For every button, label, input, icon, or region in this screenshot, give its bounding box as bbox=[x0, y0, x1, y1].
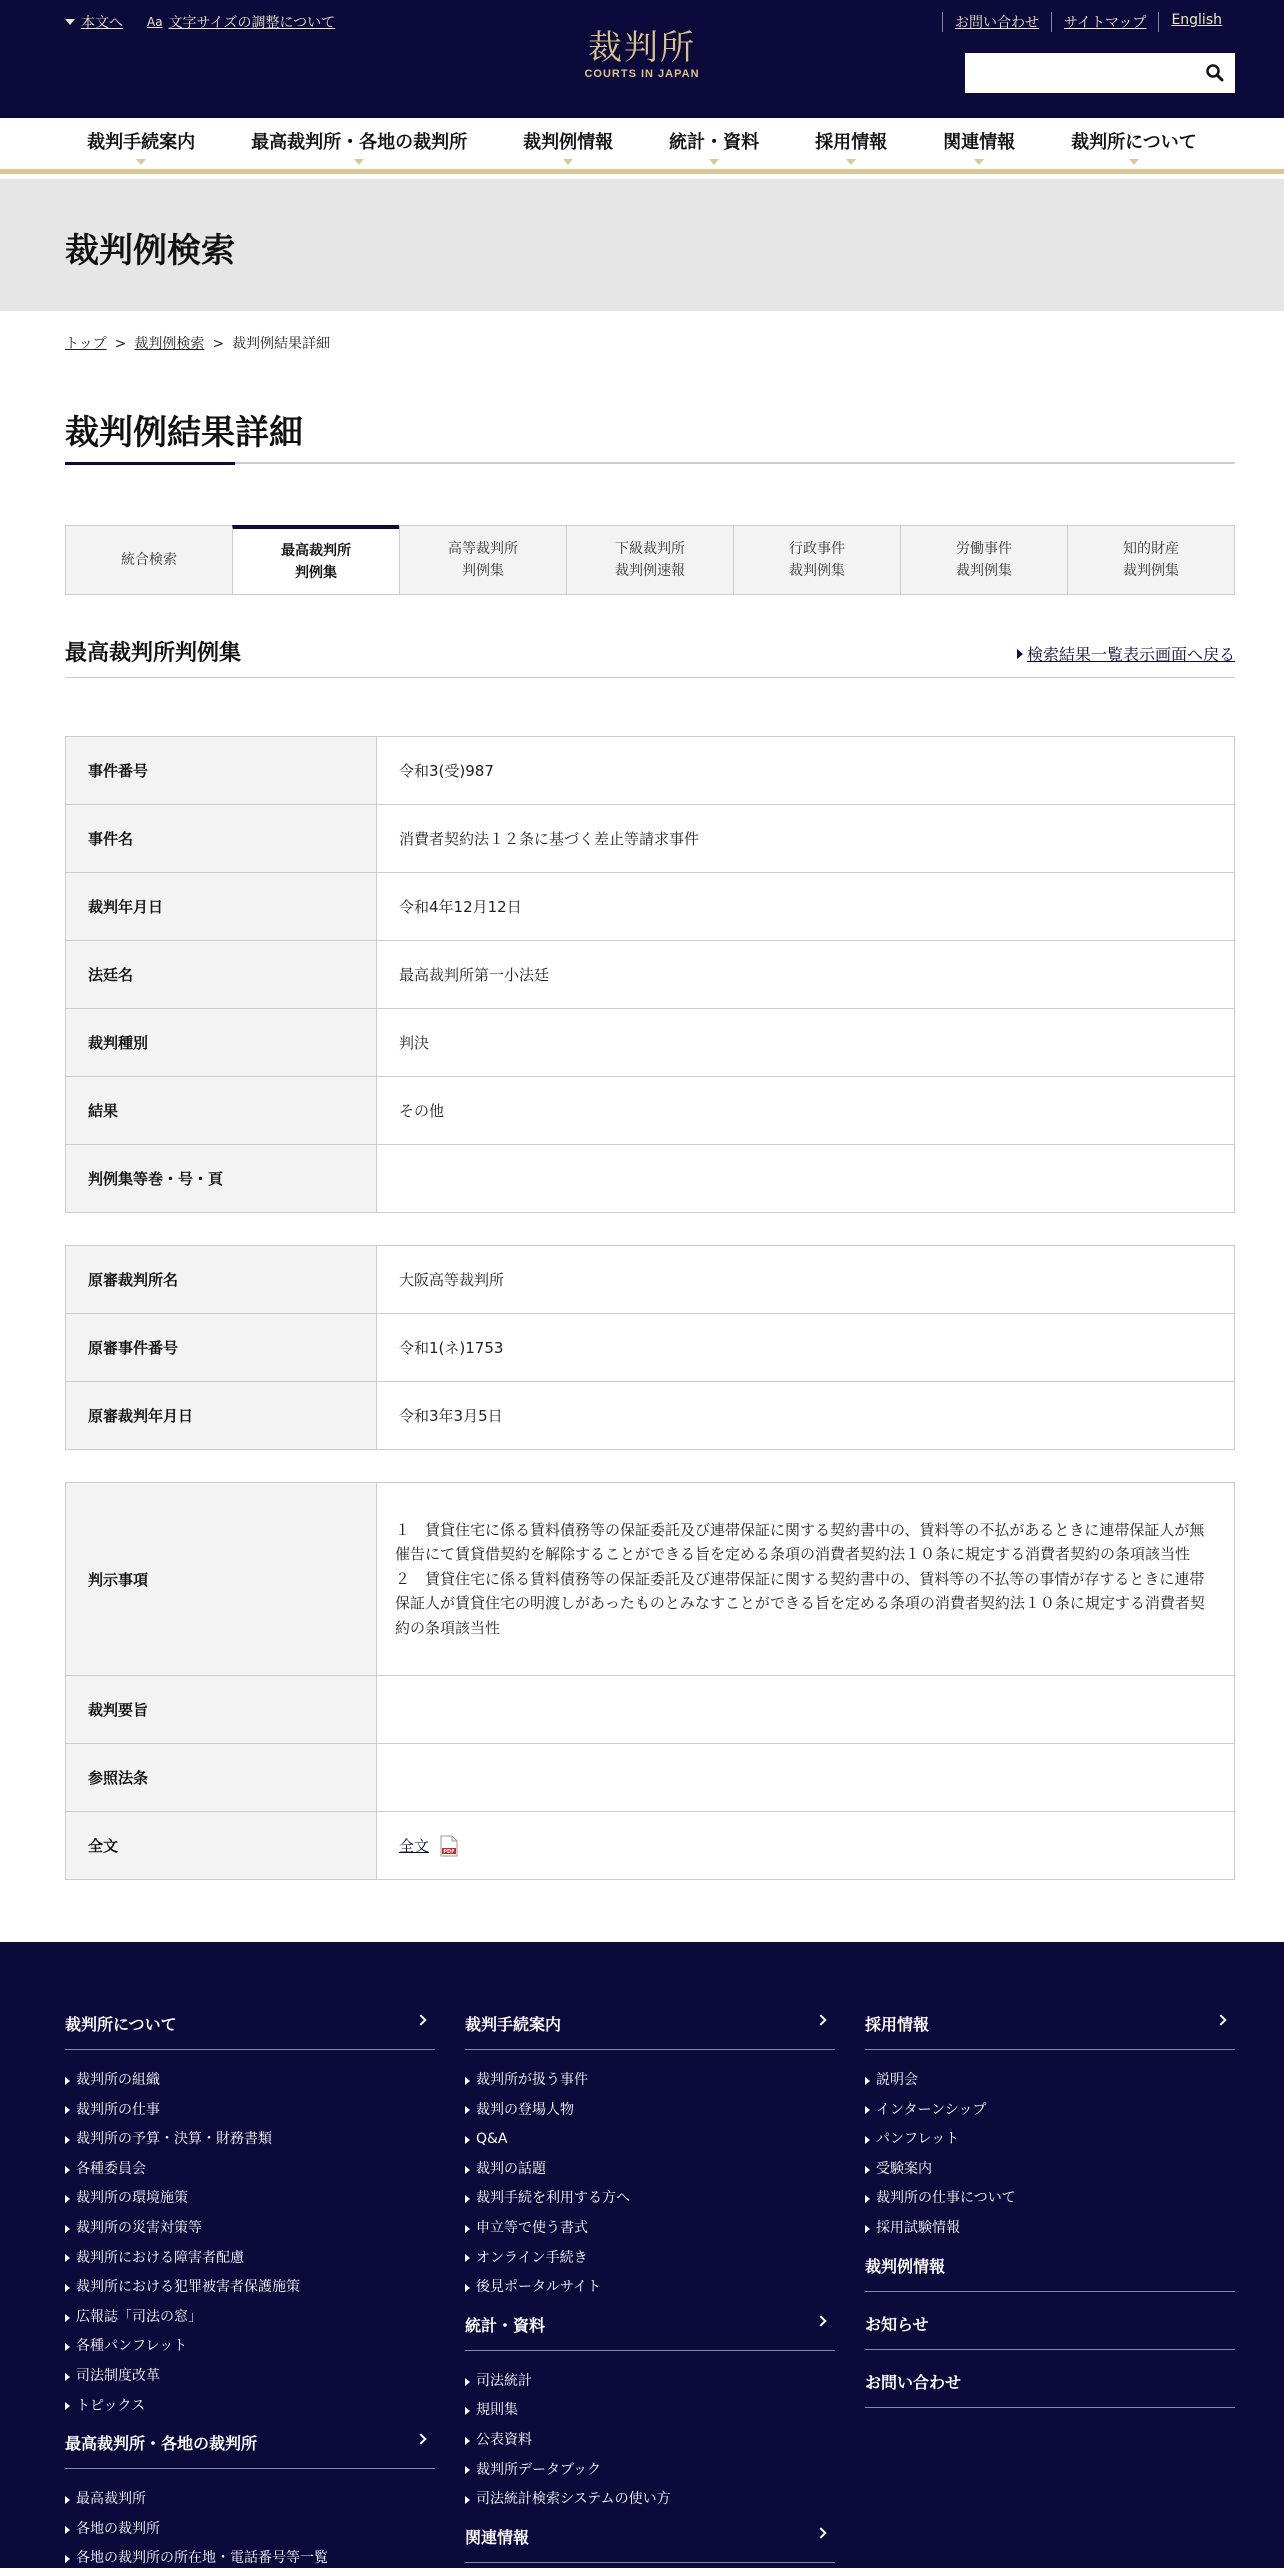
footer-heading-label: 統計・資料 bbox=[465, 2315, 546, 2335]
footer-link-label: 裁判所の組織 bbox=[76, 2072, 160, 2088]
footer-link[interactable] bbox=[865, 2214, 1235, 2244]
tab-label: 知的財産 bbox=[1123, 541, 1179, 557]
judgment-details-table bbox=[65, 1482, 1235, 1880]
row-value: 令和3年3月5日 bbox=[377, 1382, 1235, 1450]
footer-link[interactable] bbox=[865, 2096, 1235, 2126]
footer-link[interactable] bbox=[465, 2485, 835, 2515]
footer-link[interactable] bbox=[465, 2066, 835, 2096]
footer-link-label: オンライン手続き bbox=[476, 2249, 588, 2266]
footer-link-label: 申立等で使う書式 bbox=[476, 2219, 588, 2236]
table-row bbox=[66, 941, 1235, 1009]
title-divider-accent bbox=[65, 462, 235, 465]
footer-heading[interactable] bbox=[465, 2525, 835, 2563]
footer-link-label: 裁判所データブック bbox=[476, 2461, 602, 2478]
row-value: 大阪高等裁判所 bbox=[377, 1246, 1235, 1314]
tab-label: 判例集 bbox=[462, 563, 504, 579]
footer-link-label: 後見ポータルサイト bbox=[476, 2279, 602, 2296]
triangle-right-icon bbox=[65, 2496, 70, 2504]
triangle-right-icon bbox=[65, 2373, 70, 2381]
row-label: 原審事件番号 bbox=[66, 1314, 377, 1382]
triangle-right-icon bbox=[865, 2106, 870, 2114]
row-value bbox=[377, 1145, 1235, 1213]
row-value: 最高裁判所第一小法廷 bbox=[377, 941, 1235, 1009]
tab-label: 高等裁判所 bbox=[448, 541, 518, 557]
row-value: 令和4年12月12日 bbox=[377, 873, 1235, 941]
footer-heading-label: 採用情報 bbox=[865, 2015, 930, 2034]
footer-link-label: 裁判所における犯罪被害者保護施策 bbox=[76, 2279, 300, 2296]
back-to-results-link[interactable] bbox=[1017, 642, 1235, 665]
holding-item-1: １ 賃貸住宅に係る賃料債務等の保証委託及び連帯保証に関する契約書中の、賃料等の不払があるときに連帯保証人が無催告にて賃貸借契約を解除することができる旨を定める条項の消費者契約法１０条に規定する消費者契約の条項該当性 bbox=[395, 1520, 1205, 1564]
triangle-right-icon bbox=[465, 2437, 470, 2445]
caret-down-icon bbox=[709, 159, 719, 165]
site-footer bbox=[0, 1942, 1284, 2568]
english-link[interactable]: English bbox=[1158, 12, 1234, 32]
footer-link-label: 各種パンフレット bbox=[76, 2338, 188, 2355]
footer-link-label: 裁判所の仕事について bbox=[876, 2190, 1016, 2207]
footer-link-label: 裁判手続を利用する方へ bbox=[476, 2190, 630, 2207]
logo-en: COURTS IN JAPAN bbox=[584, 68, 700, 80]
row-label: 判例集等巻・号・頁 bbox=[66, 1145, 377, 1213]
table-row bbox=[66, 1009, 1235, 1077]
triangle-down-icon bbox=[65, 19, 75, 25]
footer-link[interactable] bbox=[65, 2515, 435, 2545]
footer-link-label: 裁判所における障害者配慮 bbox=[76, 2249, 244, 2266]
nav-label: 採用情報 bbox=[815, 132, 888, 153]
nav-label: 裁判所について bbox=[1071, 132, 1197, 153]
caret-down-icon bbox=[354, 159, 364, 165]
breadcrumb-sep: > bbox=[212, 336, 225, 352]
footer-link-label: 規則集 bbox=[476, 2402, 518, 2419]
nav-procedures[interactable] bbox=[59, 118, 223, 169]
page-banner bbox=[0, 179, 1284, 311]
footer-link[interactable] bbox=[465, 2244, 835, 2274]
footer-link-label: 各種委員会 bbox=[76, 2160, 146, 2177]
breadcrumb-sep: > bbox=[114, 336, 127, 352]
footer-link-label: Q&A bbox=[476, 2131, 508, 2148]
footer-link[interactable] bbox=[865, 2155, 1235, 2185]
footer-link[interactable] bbox=[465, 2456, 835, 2486]
triangle-right-icon bbox=[865, 2166, 870, 2174]
footer-link-label: 広報誌「司法の窓」 bbox=[76, 2308, 202, 2325]
row-label: 事件番号 bbox=[66, 737, 377, 805]
row-label: 全文 bbox=[66, 1812, 377, 1880]
tab-label: 統合検索 bbox=[121, 552, 177, 568]
logo-jp: 裁判所 bbox=[588, 28, 696, 68]
footer-link[interactable] bbox=[65, 2244, 435, 2274]
tab-label: 裁判例集 bbox=[1123, 563, 1179, 579]
pdf-icon[interactable] bbox=[440, 1835, 458, 1857]
row-label: 裁判年月日 bbox=[66, 873, 377, 941]
footer-link[interactable] bbox=[465, 2214, 835, 2244]
footer-link[interactable] bbox=[65, 2544, 435, 2568]
triangle-right-icon bbox=[65, 2526, 70, 2534]
footer-case-info-link[interactable]: 裁判例情報 bbox=[865, 2244, 1235, 2292]
footer-link-label: 裁判の登場人物 bbox=[476, 2101, 574, 2118]
triangle-right-icon bbox=[65, 2106, 70, 2114]
caret-down-icon bbox=[563, 159, 573, 165]
breadcrumb-search[interactable]: 裁判例検索 bbox=[134, 336, 205, 352]
search-box bbox=[965, 53, 1235, 93]
tab-label: 下級裁判所 bbox=[615, 541, 685, 557]
back-link-label: 検索結果一覧表示画面へ戻る bbox=[1026, 645, 1235, 664]
row-value bbox=[377, 1483, 1235, 1676]
row-label: 原審裁判所名 bbox=[66, 1246, 377, 1314]
tab-integrated[interactable] bbox=[66, 526, 232, 594]
row-label: 参照法条 bbox=[66, 1744, 377, 1812]
tab-label: 最高裁判所 bbox=[281, 542, 351, 559]
footer-link-label: 各地の裁判所 bbox=[76, 2520, 160, 2537]
footer-link-label: 司法統計 bbox=[476, 2372, 532, 2389]
tab-label: 判例集 bbox=[295, 564, 337, 581]
footer-link-label: 受験案内 bbox=[876, 2160, 932, 2177]
footer-heading[interactable] bbox=[465, 2313, 835, 2351]
footer-link[interactable] bbox=[865, 2184, 1235, 2214]
tab-label: 労働事件 bbox=[956, 541, 1012, 557]
nav-label: 裁判例情報 bbox=[523, 132, 614, 153]
global-nav bbox=[0, 118, 1284, 174]
chevron-right-icon bbox=[815, 2014, 826, 2025]
footer-link[interactable] bbox=[65, 2273, 435, 2303]
nav-label: 統計・資料 bbox=[669, 132, 760, 153]
tab-supreme-court[interactable] bbox=[232, 525, 399, 594]
footer-col-recruit bbox=[865, 2012, 1235, 2408]
footer-link-label: 説明会 bbox=[876, 2072, 918, 2088]
footer-link[interactable] bbox=[465, 2125, 835, 2155]
nav-label: 裁判手続案内 bbox=[87, 132, 196, 153]
table-row bbox=[66, 873, 1235, 941]
footer-link[interactable] bbox=[65, 2125, 435, 2155]
tab-label: 行政事件 bbox=[789, 541, 845, 557]
footer-link[interactable] bbox=[65, 2362, 435, 2392]
row-value bbox=[377, 1812, 1235, 1880]
table-row bbox=[66, 1676, 1235, 1744]
triangle-right-icon bbox=[465, 2254, 470, 2262]
footer-link[interactable] bbox=[65, 2184, 435, 2214]
nav-related[interactable] bbox=[915, 118, 1043, 169]
footer-link[interactable] bbox=[465, 2367, 835, 2397]
page-title: 裁判例結果詳細 bbox=[65, 413, 303, 453]
chevron-right-icon bbox=[1215, 2014, 1226, 2025]
spacer bbox=[465, 2303, 835, 2313]
footer-link-label: 最高裁判所 bbox=[76, 2491, 146, 2508]
footer-link-label: 裁判所が扱う事件 bbox=[476, 2072, 588, 2088]
row-label: 結果 bbox=[66, 1077, 377, 1145]
breadcrumb bbox=[65, 333, 330, 353]
triangle-right-icon bbox=[465, 2195, 470, 2203]
chevron-right-icon bbox=[815, 2315, 826, 2326]
footer-link[interactable] bbox=[865, 2125, 1235, 2155]
skip-to-content-label: 本文へ bbox=[81, 15, 123, 31]
svg-text:PDF: PDF bbox=[443, 1849, 455, 1855]
triangle-right-icon bbox=[65, 2166, 70, 2174]
triangle-right-icon bbox=[65, 2136, 70, 2144]
nav-label: 最高裁判所・各地の裁判所 bbox=[251, 132, 468, 153]
footer-link-label: インターンシップ bbox=[876, 2101, 987, 2118]
triangle-right-icon bbox=[865, 2077, 870, 2085]
caret-down-icon bbox=[136, 159, 146, 165]
row-value: 令和3(受)987 bbox=[377, 737, 1235, 805]
title-divider bbox=[65, 462, 1235, 464]
triangle-right-icon bbox=[65, 2284, 70, 2292]
row-value: その他 bbox=[377, 1077, 1235, 1145]
caret-down-icon bbox=[1129, 159, 1139, 165]
footer-link-label: トピックス bbox=[76, 2397, 146, 2414]
triangle-right-icon bbox=[65, 2077, 70, 2085]
table-row bbox=[66, 1744, 1235, 1812]
footer-heading[interactable] bbox=[65, 2431, 435, 2469]
triangle-right-icon bbox=[465, 2106, 470, 2114]
nav-statistics[interactable] bbox=[641, 118, 787, 169]
row-value: 判決 bbox=[377, 1009, 1235, 1077]
chevron-right-icon bbox=[415, 2014, 426, 2025]
search-icon[interactable] bbox=[1205, 63, 1225, 83]
triangle-right-icon bbox=[65, 2555, 70, 2563]
nav-label: 関連情報 bbox=[943, 132, 1016, 153]
row-value: 消費者契約法１２条に基づく差止等請求事件 bbox=[377, 805, 1235, 873]
footer-col-about bbox=[65, 2012, 435, 2568]
nav-recruit[interactable] bbox=[787, 118, 915, 169]
footer-link[interactable] bbox=[465, 2396, 835, 2426]
row-label: 事件名 bbox=[66, 805, 377, 873]
top-links bbox=[942, 12, 1234, 32]
table-row bbox=[66, 1077, 1235, 1145]
row-label: 法廷名 bbox=[66, 941, 377, 1009]
footer-link[interactable] bbox=[65, 2214, 435, 2244]
footer-link[interactable] bbox=[65, 2392, 435, 2422]
row-value bbox=[377, 1744, 1235, 1812]
footer-heading[interactable] bbox=[865, 2012, 1235, 2050]
breadcrumb-top[interactable]: トップ bbox=[65, 336, 107, 352]
sitemap-link[interactable]: サイトマップ bbox=[1051, 12, 1158, 32]
chevron-right-icon bbox=[815, 2527, 826, 2538]
tab-label: 裁判例集 bbox=[789, 563, 845, 579]
triangle-right-icon bbox=[865, 2195, 870, 2203]
footer-link-label: 司法制度改革 bbox=[76, 2367, 160, 2384]
footer-link-label: 裁判所の仕事 bbox=[76, 2101, 160, 2118]
triangle-right-icon bbox=[465, 2136, 470, 2144]
table-row bbox=[66, 805, 1235, 873]
row-label: 裁判要旨 bbox=[66, 1676, 377, 1744]
triangle-right-icon bbox=[865, 2225, 870, 2233]
footer-heading-label: 関連情報 bbox=[465, 2527, 530, 2547]
footer-link[interactable] bbox=[65, 2155, 435, 2185]
table-row bbox=[66, 1483, 1235, 1676]
search-tabs bbox=[65, 525, 1235, 595]
table-row bbox=[66, 1145, 1235, 1213]
footer-col-procedures bbox=[465, 2012, 835, 2568]
tab-label: 裁判例集 bbox=[956, 563, 1012, 579]
triangle-right-icon bbox=[65, 2314, 70, 2322]
tab-administrative[interactable] bbox=[733, 526, 900, 594]
row-label: 原審裁判年月日 bbox=[66, 1382, 377, 1450]
triangle-right-icon bbox=[465, 2496, 470, 2504]
font-size-label: 文字サイズの調整について bbox=[168, 15, 336, 31]
case-info-table bbox=[65, 736, 1235, 1213]
triangle-right-icon bbox=[65, 2225, 70, 2233]
row-value bbox=[377, 1676, 1235, 1744]
tab-lower-court[interactable] bbox=[566, 526, 733, 594]
triangle-right-icon bbox=[65, 2254, 70, 2262]
row-label: 判示事項 bbox=[66, 1483, 377, 1676]
footer-heading[interactable] bbox=[465, 2012, 835, 2050]
full-text-link[interactable]: 全文 bbox=[399, 1836, 430, 1855]
tab-high-court[interactable] bbox=[399, 526, 566, 594]
footer-contact-link[interactable]: お問い合わせ bbox=[865, 2350, 1235, 2408]
footer-link[interactable] bbox=[465, 2273, 835, 2303]
nav-courts[interactable] bbox=[223, 118, 495, 169]
tab-label: 裁判例速報 bbox=[615, 563, 685, 579]
triangle-right-icon bbox=[65, 2343, 70, 2351]
footer-link[interactable] bbox=[65, 2303, 435, 2333]
triangle-right-icon bbox=[465, 2378, 470, 2386]
tab-ip[interactable] bbox=[1067, 526, 1234, 594]
footer-link[interactable] bbox=[65, 2485, 435, 2515]
tab-labor[interactable] bbox=[900, 526, 1067, 594]
row-value: 令和1(ネ)1753 bbox=[377, 1314, 1235, 1382]
footer-link[interactable] bbox=[865, 2066, 1235, 2096]
triangle-right-icon bbox=[465, 2466, 470, 2474]
footer-link[interactable] bbox=[65, 2066, 435, 2096]
footer-link[interactable] bbox=[465, 2184, 835, 2214]
triangle-right-icon bbox=[865, 2136, 870, 2144]
section-title: 最高裁判所判例集 bbox=[65, 641, 242, 666]
caret-down-icon bbox=[974, 159, 984, 165]
breadcrumb-current: 裁判例結果詳細 bbox=[232, 336, 331, 352]
triangle-right-icon bbox=[465, 2407, 470, 2415]
table-row bbox=[66, 1812, 1235, 1880]
triangle-right-icon bbox=[465, 2077, 470, 2085]
footer-link[interactable] bbox=[65, 2096, 435, 2126]
footer-link-label: 各地の裁判所の所在地・電話番号等一覧 bbox=[76, 2550, 328, 2567]
banner-title: 裁判例検索 bbox=[65, 231, 235, 271]
footer-link[interactable] bbox=[465, 2426, 835, 2456]
contact-link[interactable]: お問い合わせ bbox=[942, 12, 1051, 32]
triangle-right-icon bbox=[465, 2284, 470, 2292]
footer-link-label: 司法統計検索システムの使い方 bbox=[476, 2491, 671, 2508]
spacer bbox=[465, 2515, 835, 2525]
chevron-right-icon bbox=[415, 2433, 426, 2444]
footer-link[interactable] bbox=[465, 2155, 835, 2185]
footer-heading[interactable] bbox=[65, 2012, 435, 2050]
spacer bbox=[65, 2421, 435, 2431]
original-court-table bbox=[65, 1245, 1235, 1450]
nav-case-info[interactable] bbox=[495, 118, 641, 169]
triangle-right-icon bbox=[465, 2225, 470, 2233]
search-input[interactable] bbox=[965, 53, 1195, 93]
triangle-right-icon bbox=[465, 2166, 470, 2174]
triangle-right-icon bbox=[65, 2195, 70, 2203]
footer-link-label: 公表資料 bbox=[476, 2431, 532, 2448]
holding-item-2: ２ 賃貸住宅に係る賃料債務等の保証委託及び連帯保証に関する契約書中の、賃料等の不払等の事情が存するときに連帯保証人が賃貸住宅の明渡しがあったものとみなすことができる旨を定める条項の消費者契約法１０条に規定する消費者契約の条項該当性 bbox=[395, 1569, 1205, 1637]
section-header bbox=[65, 636, 1235, 678]
triangle-right-icon bbox=[1017, 649, 1023, 659]
footer-link-label: 採用試験情報 bbox=[876, 2219, 960, 2236]
footer-link-label: 裁判所の環境施策 bbox=[76, 2190, 188, 2207]
triangle-right-icon bbox=[65, 2402, 70, 2410]
footer-heading-label: 裁判手続案内 bbox=[465, 2015, 562, 2034]
table-row bbox=[66, 1314, 1235, 1382]
footer-news-link[interactable]: お知らせ bbox=[865, 2292, 1235, 2350]
table-row bbox=[66, 1382, 1235, 1450]
footer-heading-label: 最高裁判所・各地の裁判所 bbox=[65, 2434, 258, 2454]
table-row bbox=[66, 1246, 1235, 1314]
footer-link-label: パンフレット bbox=[876, 2131, 960, 2148]
nav-about[interactable] bbox=[1043, 118, 1225, 169]
site-header bbox=[0, 0, 1284, 118]
footer-link[interactable] bbox=[65, 2332, 435, 2362]
footer-link-label: 裁判所の予算・決算・財務書類 bbox=[76, 2131, 272, 2148]
caret-down-icon bbox=[846, 159, 856, 165]
footer-link-label: 裁判の話題 bbox=[476, 2160, 546, 2177]
font-size-icon: Aa bbox=[147, 15, 163, 29]
row-label: 裁判種別 bbox=[66, 1009, 377, 1077]
footer-heading-label: 裁判所について bbox=[65, 2015, 177, 2034]
footer-link[interactable] bbox=[465, 2096, 835, 2126]
footer-link-label: 裁判所の災害対策等 bbox=[76, 2219, 202, 2236]
table-row bbox=[66, 737, 1235, 805]
